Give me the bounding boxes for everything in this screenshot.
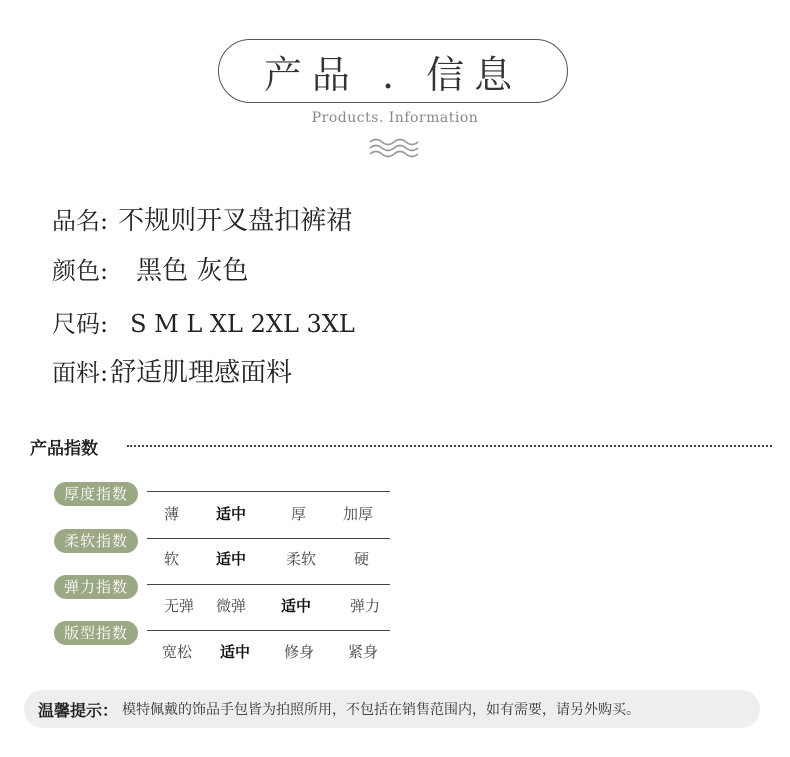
info-value: 舒适肌理感面料	[110, 358, 293, 388]
index-rule	[147, 584, 390, 585]
index-option: 柔软	[286, 550, 317, 568]
index-badge-elasticity: 弹力指数	[54, 575, 138, 599]
index-option: 无弹	[164, 597, 195, 615]
info-row-size	[52, 304, 355, 339]
info-label: 颜色:	[52, 257, 109, 285]
tip-text: 模特佩戴的饰品手包皆为拍照所用，不包括在销售范围内，如有需要，请另外购买。	[122, 702, 641, 718]
index-option-selected: 适中	[220, 643, 251, 661]
index-option: 紧身	[348, 643, 379, 661]
page-subtitle: Products. Information	[311, 110, 479, 126]
index-option: 薄	[164, 505, 180, 523]
index-option-selected: 适中	[216, 505, 247, 523]
info-row-fabric	[52, 352, 292, 389]
index-rule	[147, 491, 390, 492]
index-badge-thickness: 厚度指数	[54, 482, 138, 506]
index-badge-fit: 版型指数	[54, 621, 138, 645]
index-option-selected: 适中	[281, 597, 312, 615]
index-option: 弹力	[350, 597, 381, 615]
index-rule	[147, 630, 390, 631]
info-value: S M L XL 2XL 3XL	[130, 310, 355, 338]
index-option: 硬	[354, 550, 370, 568]
index-option: 宽松	[162, 643, 193, 661]
info-value: 不规则开叉盘扣裤裙	[118, 206, 353, 236]
index-option-selected: 适中	[216, 550, 247, 568]
info-label: 面料:	[52, 359, 109, 387]
tip-bar	[24, 690, 760, 728]
info-label: 尺码:	[52, 310, 109, 338]
index-option: 微弹	[216, 597, 247, 615]
index-option: 软	[164, 550, 180, 568]
wave-icon	[368, 136, 420, 158]
page-title: 产品 . 信息	[218, 39, 568, 103]
index-option: 加厚	[343, 505, 374, 523]
index-option: 修身	[284, 643, 315, 661]
index-badge-softness: 柔软指数	[54, 529, 138, 553]
info-label: 品名:	[52, 207, 109, 235]
index-option: 厚	[291, 505, 307, 523]
info-row-name	[52, 200, 352, 237]
tip-label: 温馨提示：	[38, 700, 119, 720]
section-heading: 产品指数	[30, 439, 98, 459]
index-rule	[147, 538, 390, 539]
info-value: 黑色 灰色	[136, 256, 249, 286]
info-row-color	[52, 250, 248, 287]
dotted-divider	[127, 445, 772, 447]
